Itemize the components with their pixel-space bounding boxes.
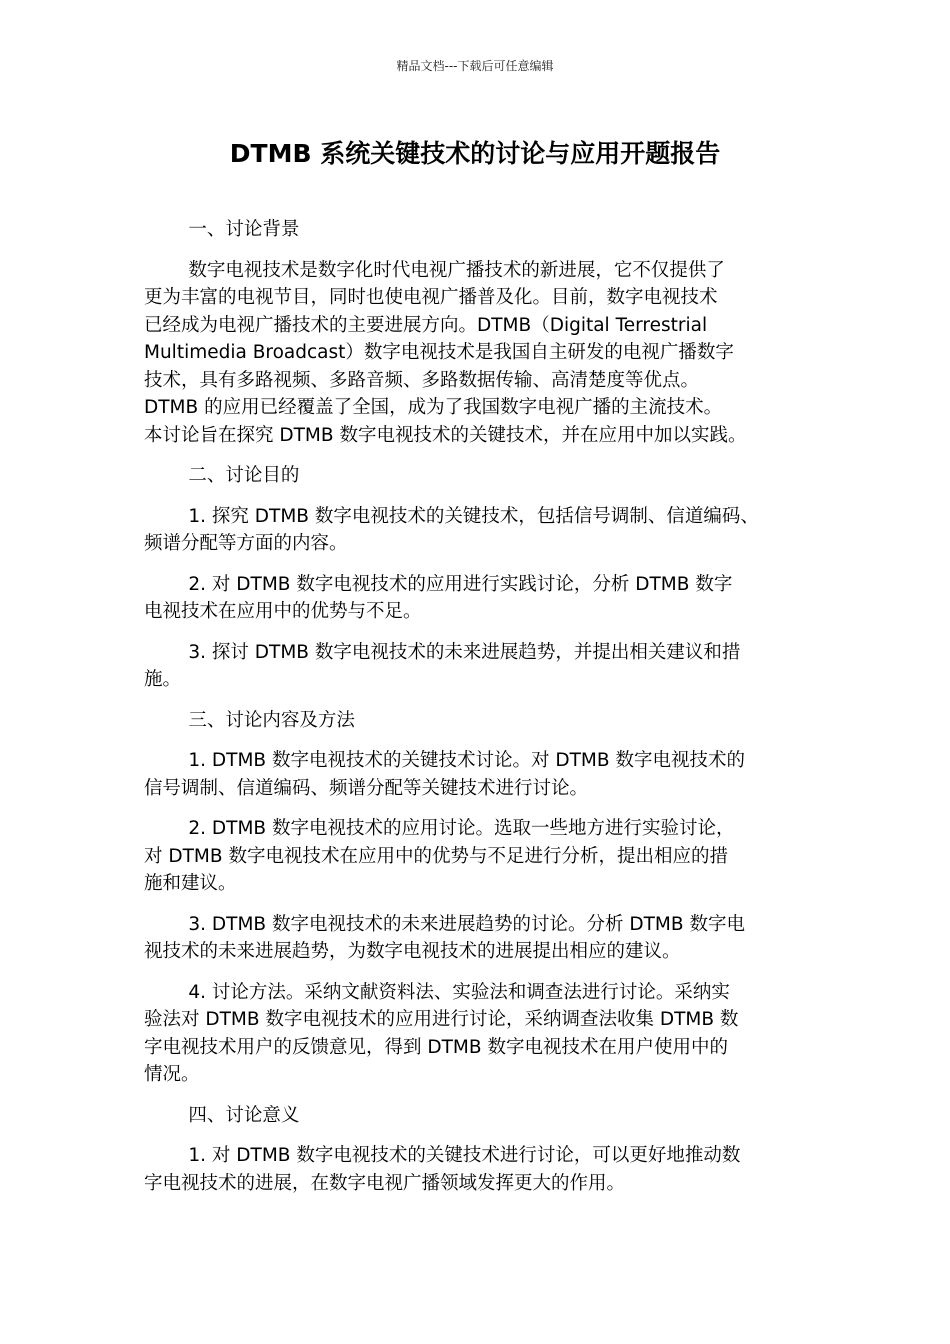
text-line: DTMB 的应用已经覆盖了全国，成为了我国数字电视广播的主流技术。 [144,397,723,418]
paragraph [144,503,812,558]
text-line: 更为丰富的电视节目，同时也使电视广播普及化。目前，数字电视技术 [144,287,718,308]
text-line: 施。 [144,669,182,690]
text-line: 4. 讨论方法。采纳文献资料法、实验法和调查法进行讨论。采纳实 [188,981,730,1003]
paragraph [144,747,812,802]
text-line: 对 DTMB 数字电视技术在应用中的优势与不足进行分析，提出相应的措 [144,845,728,867]
text-line: 验法对 DTMB 数字电视技术的应用进行讨论，采纳调查法收集 DTMB 数 [144,1009,739,1030]
text-line: 情况。 [144,1064,200,1085]
paragraph [144,639,812,694]
text-line: 本讨论旨在探究 DTMB 数字电视技术的关键技术，并在应用中加以实践。 [144,424,747,446]
paragraph [144,911,812,966]
paragraph [144,257,812,450]
paragraph [144,1142,812,1197]
text-line: 1. DTMB 数字电视技术的关键技术讨论。对 DTMB 数字电视技术的 [188,750,745,771]
paragraph [144,979,812,1089]
paragraph [144,815,812,898]
text-line: 已经成为电视广播技术的主要进展方向。DTMB（Digital Terrestrial [144,314,708,336]
section-heading: 一、讨论背景 [188,219,300,240]
text-line: 字电视技术用户的反馈意见，得到 DTMB 数字电视技术在用户使用中的 [144,1036,728,1058]
text-line: 电视技术在应用中的优势与不足。 [144,601,422,622]
section-heading: 三、讨论内容及方法 [188,709,355,731]
text-line: 视技术的未来进展趋势，为数字电视技术的进展提出相应的建议。 [144,941,681,962]
text-line: 3. 探讨 DTMB 数字电视技术的未来进展趋势，并提出相关建议和措 [188,641,741,663]
text-line: 施和建议。 [144,873,237,894]
text-line: 频谱分配等方面的内容。 [144,533,348,554]
text-line: Multimedia Broadcast）数字电视技术是我国自主研发的电视广播数字 [144,342,734,363]
document-body [144,216,812,1210]
document-title: DTMB 系统关键技术的讨论与应用开题报告 [229,139,721,168]
text-line: 1. 探究 DTMB 数字电视技术的关键技术，包括信号调制、信道编码、 [188,505,759,527]
text-line: 技术，具有多路视频、多路音频、多路数据传输、高清楚度等优点。 [144,369,700,391]
section-heading: 二、讨论目的 [188,465,300,486]
text-line: 2. 对 DTMB 数字电视技术的应用进行实践讨论，分析 DTMB 数字 [188,573,733,595]
paragraph [144,571,812,626]
text-line: 1. 对 DTMB 数字电视技术的关键技术进行讨论，可以更好地推动数 [188,1145,741,1166]
text-line: 信号调制、信道编码、频谱分配等关键技术进行讨论。 [144,777,589,799]
text-line: 字电视技术的进展，在数字电视广播领域发挥更大的作用。 [144,1172,626,1194]
text-line: 数字电视技术是数字化时代电视广播技术的新进展，它不仅提供了 [188,259,725,281]
header-note: 精品文档---下载后可任意编辑 [396,59,554,73]
text-line: 2. DTMB 数字电视技术的应用讨论。选取一些地方进行实验讨论， [188,818,735,839]
text-line: 3. DTMB 数字电视技术的未来进展趋势的讨论。分析 DTMB 数字电 [188,913,745,935]
section-heading: 四、讨论意义 [188,1104,300,1126]
